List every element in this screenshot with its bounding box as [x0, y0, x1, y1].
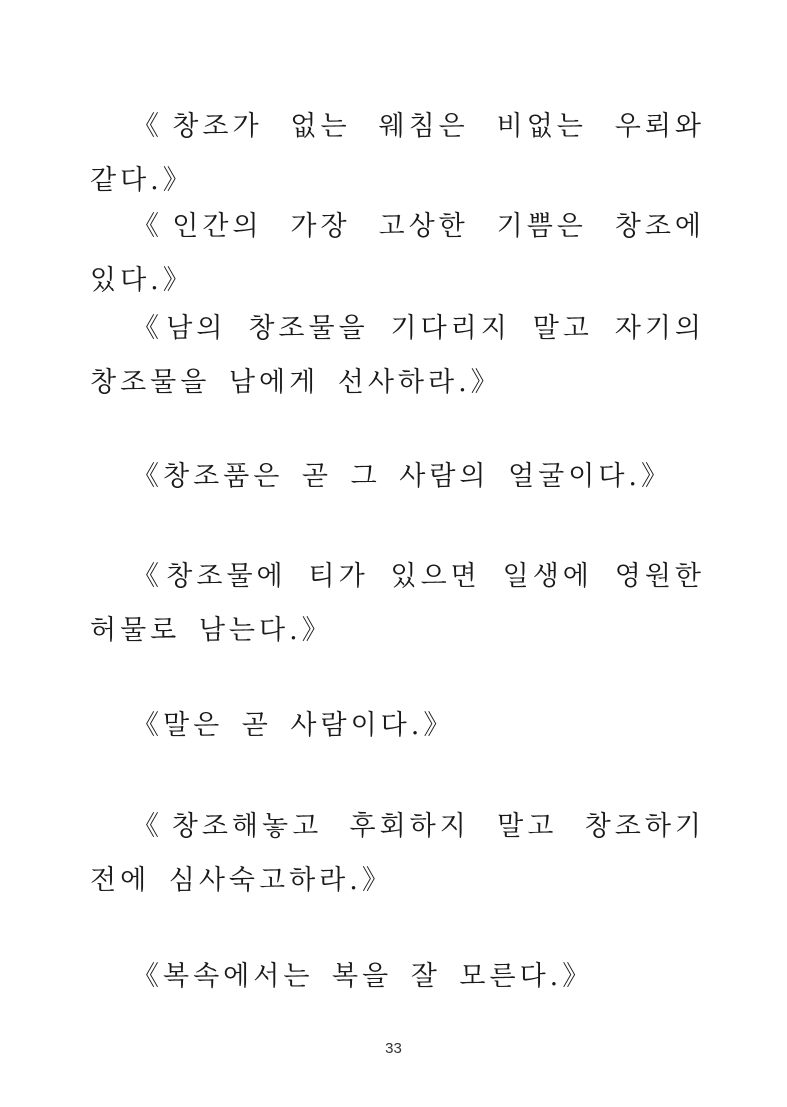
quote-paragraph: 《창조가 없는 웨침은 비없는 우뢰와 같다.》	[90, 111, 705, 196]
quote-paragraph: 《남의 창조물을 기다리지 말고 자기의 창조물을 남에게 선사하라.》	[90, 313, 705, 398]
quote-paragraph: 《창조물에 티가 있으면 일생에 영원한 허물로 남는다.》	[90, 561, 705, 646]
quote-paragraph: 《인간의 가장 고상한 기쁨은 창조에 있다.》	[90, 211, 705, 296]
quote-paragraph: 《창조품은 곧 그 사람의 얼굴이다.》	[132, 461, 672, 492]
page-number: 33	[385, 1040, 402, 1057]
quote-paragraph: 《말은 곧 사람이다.》	[132, 710, 455, 741]
quote-paragraph: 《복속에서는 복을 잘 모른다.》	[132, 961, 594, 992]
quote-paragraph: 《창조해놓고 후회하지 말고 창조하기 전에 심사숙고하라.》	[90, 811, 705, 896]
